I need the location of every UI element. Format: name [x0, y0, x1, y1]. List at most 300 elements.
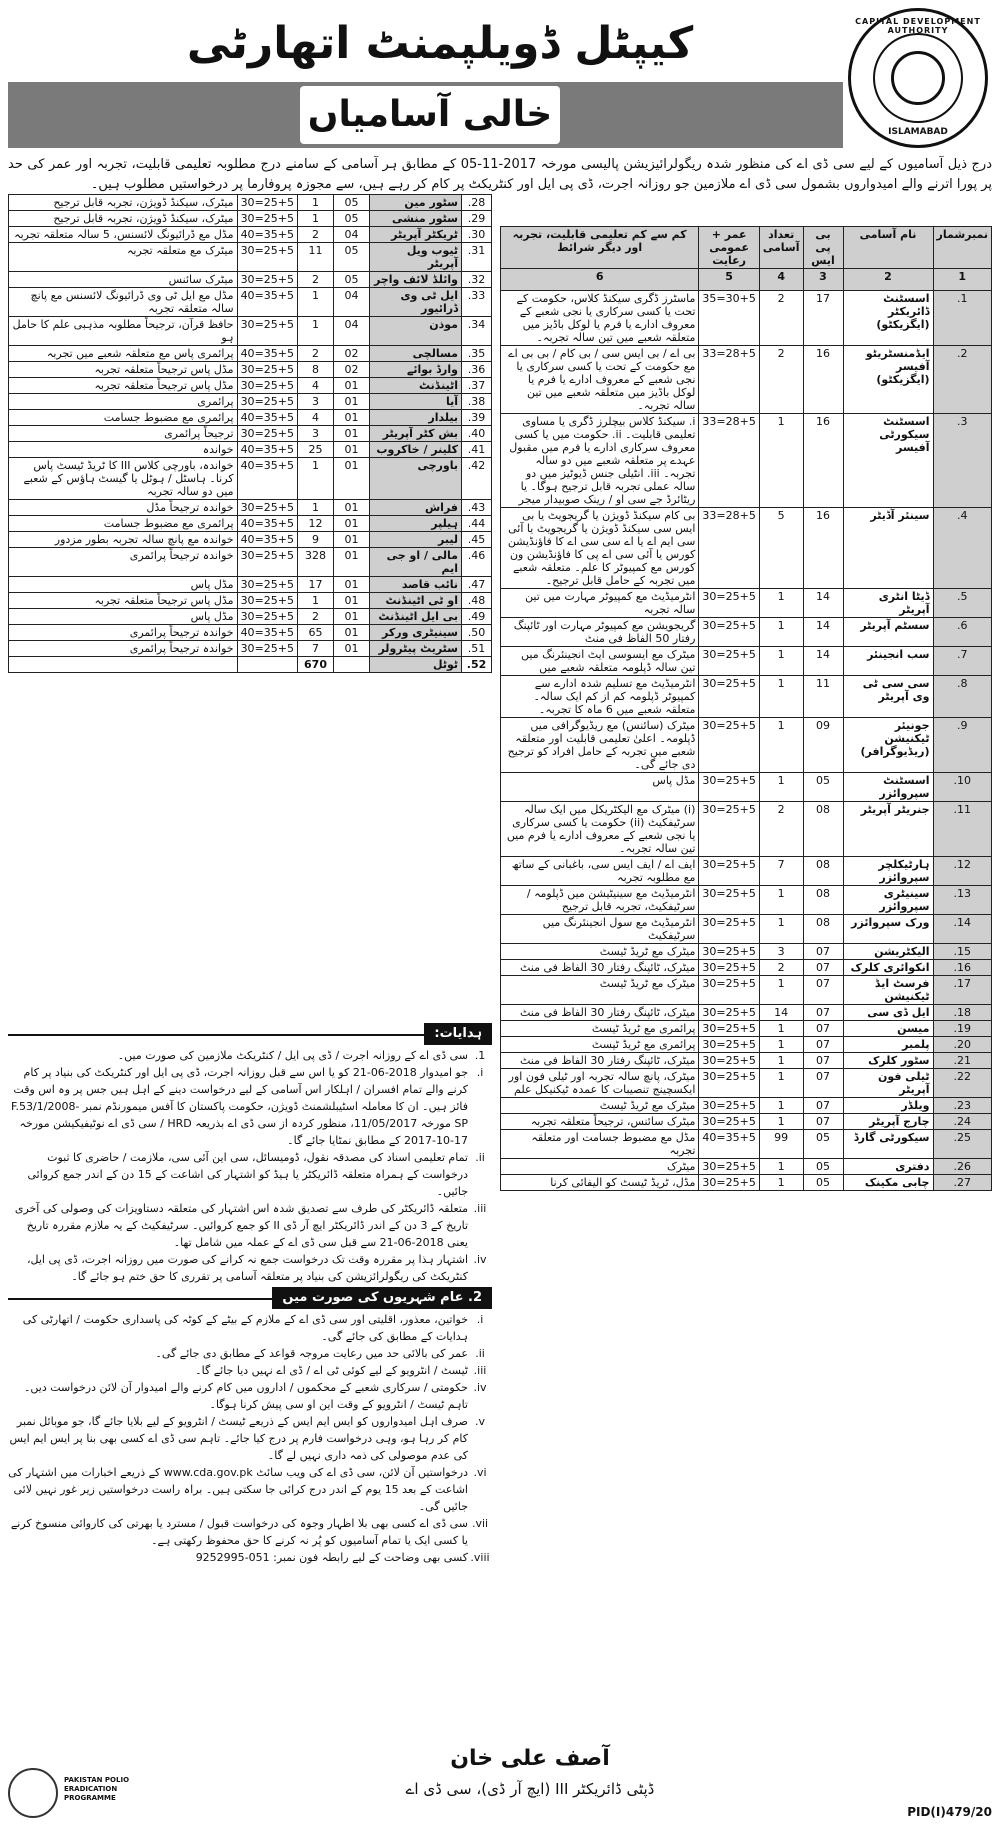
cell-qty: 14	[759, 1005, 803, 1021]
cell-qty: 2	[298, 272, 334, 288]
table-row	[501, 508, 992, 589]
cell-serial: 3.	[933, 414, 992, 508]
cell-serial: 19.	[933, 1021, 992, 1037]
cell-bps: 02	[334, 346, 370, 362]
cell-qualification: پرائمری مع ٹریڈ ٹیسٹ	[501, 1037, 699, 1053]
cell-qty: 1	[298, 288, 334, 317]
cell-age: 25+5=30	[699, 589, 759, 618]
table-row	[9, 442, 492, 458]
cell-bps: 05	[803, 1159, 843, 1175]
cell-bps: 14	[803, 589, 843, 618]
cell-age: 25+5=30	[699, 1159, 759, 1175]
cell-bps: 07	[803, 1114, 843, 1130]
header	[0, 0, 1000, 150]
cell-qualification: میٹرک مع ٹریڈ ٹیسٹ	[501, 944, 699, 960]
cell-qualification: میٹرک سائنس، ترجیحاً متعلقہ تجربہ	[501, 1114, 699, 1130]
table-row	[501, 1098, 992, 1114]
col-header-age: عمر + عمومی رعایت	[699, 227, 759, 269]
cell-post: فرسٹ ایڈ ٹیکنیشن	[843, 976, 933, 1005]
cell-qty: 2	[298, 227, 334, 243]
cell-bps: 04	[334, 317, 370, 346]
cell-qty: 1	[759, 1175, 803, 1191]
cell-serial: 50.	[462, 625, 492, 641]
cell-bps: 01	[334, 609, 370, 625]
cell-qty: 1	[759, 618, 803, 647]
cell-bps: 07	[803, 1005, 843, 1021]
section2-title: عام شہریوں کی صورت میں	[282, 1290, 464, 1305]
cell-qty: 1	[759, 886, 803, 915]
instruction-item	[8, 1064, 492, 1149]
cell-age: 25+5=30	[237, 577, 297, 593]
cell-serial: 28.	[462, 195, 492, 211]
cell-serial: 16.	[933, 960, 992, 976]
cell-age: 25+5=30	[237, 500, 297, 516]
item-text: سی ڈی اے کسی بھی بلا اظہار وجوہ کی درخواست قبول / مسترد یا بھرتی کی کاروائی منسوخ کرنے یا کسی ایک یا تمام آسامیوں کو پُر نہ کرنے کا حق محفوظ رکھتی ہے۔	[10, 1517, 468, 1547]
cell-post: ہارٹیکلچر سپروائزر	[843, 857, 933, 886]
cell-age: 35+5=40	[237, 410, 297, 426]
cell-qty: 5	[759, 508, 803, 589]
table-row	[9, 394, 492, 410]
cell-qty: 25	[298, 442, 334, 458]
cell-post: سٹریٹ پیٹرولر	[370, 641, 462, 657]
table-row	[9, 378, 492, 394]
cell-qty: 4	[298, 410, 334, 426]
cell-qty: 1	[759, 1069, 803, 1098]
cell-bps: 01	[334, 378, 370, 394]
cell-bps: 07	[803, 1053, 843, 1069]
cell-age: 25+5=30	[699, 1114, 759, 1130]
cell-age: 25+5=30	[699, 802, 759, 857]
instruction-item	[8, 1345, 492, 1362]
item-marker: 1.	[474, 1049, 486, 1062]
cell-age: 25+5=30	[699, 976, 759, 1005]
table-header-row	[501, 227, 992, 269]
item-text: متعلقہ ڈائریکٹر کی طرف سے تصدیق شدہ اس اشتہار کی متعلقہ دستاویزات کی وصولی کی آخری تاریخ کے 3 دن کے اندر ڈائریکٹر ایچ آر ڈی II کو جمع کروائیں۔ سرٹیفکیٹ کے یہ ملازم مقررہ تاریخ یعنی 2018-06-21 سے قبل سی ڈی اے کے عملہ میں شامل تھا۔	[14, 1202, 468, 1249]
col-number: 6	[501, 269, 699, 291]
cell-bps: 02	[334, 362, 370, 378]
cell-bps: 17	[803, 291, 843, 346]
cell-age: 35+5=40	[237, 516, 297, 532]
table-row	[501, 1114, 992, 1130]
table-row	[501, 773, 992, 802]
table-row	[501, 718, 992, 773]
total-row	[9, 657, 492, 673]
cell-qty: 328	[298, 548, 334, 577]
table-row	[9, 272, 492, 288]
table-row	[501, 1053, 992, 1069]
cell-bps: 01	[334, 410, 370, 426]
cell-serial: 52.	[462, 657, 492, 673]
cell-qty: 1	[759, 676, 803, 718]
table-row	[501, 976, 992, 1005]
cell-serial: 15.	[933, 944, 992, 960]
item-text: جو امیدوار 2018-06-21 کو یا اس سے قبل روزانہ اجرت، ڈی پی ایل اور کنٹریکٹ کی بنیاد پر کام کرنے والے تمام افسران / اہلکار اس آسامی کے لیے درخواست دینے کے اہل ہیں جس پر وہ اس وقت فائز ہیں۔ ان کا معاملہ اسٹیبلشمنٹ ڈویژن، حکومت پاکستان کا آفس میمورنڈم نمبر F.53/1/2008-SP مورخہ 11/05/2017، منظور کردہ از سی ڈی اے بذریعہ HRD / سی ڈی اے نوٹیفیکیشن مورخہ 17-10-2017 کے مطابق نمٹایا جائے گا۔	[10, 1066, 468, 1147]
cell-serial: 21.	[933, 1053, 992, 1069]
pid-number: PID(I)479/20	[907, 1805, 992, 1819]
cell-qualification: میٹرک مع ٹریڈ ٹیسٹ	[501, 1098, 699, 1114]
cell-qualification: مڈل پاس ترجیحاً متعلقہ تجربہ	[9, 362, 238, 378]
cell-qualification: مڈل مع مضبوط جسامت اور متعلقہ تجربہ	[501, 1130, 699, 1159]
cell-serial: 36.	[462, 362, 492, 378]
cell-age: 35+5=40	[699, 1130, 759, 1159]
instructions-heading	[8, 1023, 492, 1045]
table-row	[9, 532, 492, 548]
cell-qualification: بی اے / بی ایس سی / بی کام / بی بی اے مع حکومت کے تحت یا کسی سرکاری یا نجی شعبے کے معروف ادارے یا فرم یا لوکل باڈیز میں متعلقہ شعبے میں تین سالہ تجربہ۔	[501, 346, 699, 414]
cell-post: سینیٹری ورکر	[370, 625, 462, 641]
cell-age: 25+5=30	[237, 243, 297, 272]
cell-post: سینیٹری سپروائزر	[843, 886, 933, 915]
table-row	[501, 589, 992, 618]
cell-serial: 1.	[933, 291, 992, 346]
cell-qualification: مڈل پاس ترجیحاً متعلقہ تجربہ	[9, 593, 238, 609]
cell-bps: 01	[334, 500, 370, 516]
table-row	[501, 1175, 992, 1191]
table-row	[501, 802, 992, 857]
cell-bps: 05	[334, 272, 370, 288]
cell-bps: 05	[334, 195, 370, 211]
polio-foot-icon	[8, 1768, 58, 1818]
cell-qualification: پرائمری	[9, 394, 238, 410]
cell-age: 25+5=30	[237, 378, 297, 394]
cell-age: 25+5=30	[237, 641, 297, 657]
cell-qty: 2	[298, 609, 334, 625]
cell-post: ایل ڈی سی	[843, 1005, 933, 1021]
cell-qty: 1	[298, 500, 334, 516]
cell-serial: 17.	[933, 976, 992, 1005]
cell-qty: 1	[298, 195, 334, 211]
cell-serial: 43.	[462, 500, 492, 516]
cell-bps: 05	[803, 1130, 843, 1159]
cell-bps: 16	[803, 508, 843, 589]
cell-bps: 07	[803, 944, 843, 960]
intro-paragraph: درج ذیل آسامیوں کے لیے سی ڈی اے کی منظور شدہ ریگولرائیزیشن پالیسی مورخہ 2017-11-05 کے مطابق ہر آسامی کے سامنے درج مطلوبہ تعلیمی قابلیت، تجربہ اور عمر کی حد پر پورا اترنے والے امیدواروں بشمول سی ڈی اے ملازمین جو روزانہ اجرت، ڈی پی ایل اور کنٹریکٹ پر کام کر رہے ہیں، سے مجوزہ پروفارما پر درخواستیں مطلوب ہیں۔	[8, 157, 992, 192]
cell-qty: 3	[298, 394, 334, 410]
cell-qty: 1	[759, 1114, 803, 1130]
cell-qualification: انٹرمیڈیٹ مع سول انجینئرنگ میں سرٹیفکیٹ	[501, 915, 699, 944]
item-marker: iv.	[473, 1253, 487, 1266]
cell-bps: 08	[803, 802, 843, 857]
cell-post: کلینر / خاکروب	[370, 442, 462, 458]
cell-qualification: میٹرک مع متعلقہ تجربہ	[9, 243, 238, 272]
item-marker: iii.	[473, 1202, 487, 1215]
cell-qualification: ایف اے / ایف ایس سی، باغبانی کے ساتھ مع مطلوبہ تجربہ	[501, 857, 699, 886]
cell-bps: 04	[334, 288, 370, 317]
cell-bps: 16	[803, 346, 843, 414]
cell-qty: 3	[759, 944, 803, 960]
cell-age: 35+5=40	[237, 532, 297, 548]
cell-post: میسن	[843, 1021, 933, 1037]
cell-age: 28+5=33	[699, 508, 759, 589]
cell-post: ڈیٹا انٹری آپریٹر	[843, 589, 933, 618]
cell-bps: 09	[803, 718, 843, 773]
cell-qualification: میٹرک سائنس	[9, 272, 238, 288]
cell-qualification: میٹرک	[501, 1159, 699, 1175]
table-row	[9, 641, 492, 657]
item-text: کسی بھی وضاحت کے لیے رابطہ فون نمبر: 051-9252995	[195, 1551, 468, 1564]
cell-age: 35+5=40	[237, 458, 297, 500]
cell-serial: 32.	[462, 272, 492, 288]
cell-post: ایڈمنسٹریٹو آفیسر (ایگزیکٹو)	[843, 346, 933, 414]
cell-serial: 5.	[933, 589, 992, 618]
instruction-item	[8, 1200, 492, 1251]
table-row	[501, 857, 992, 886]
table-row	[9, 609, 492, 625]
table-row	[9, 211, 492, 227]
table-row	[501, 291, 992, 346]
instruction-item	[8, 1379, 492, 1413]
cell-bps: 05	[334, 243, 370, 272]
cell-qty: 9	[298, 532, 334, 548]
table-row	[9, 227, 492, 243]
cell-age: 25+5=30	[699, 1069, 759, 1098]
item-marker: iii.	[473, 1364, 487, 1377]
item-text: تمام تعلیمی اسناد کی مصدقہ نقول، ڈومیسائل، سی این آئی سی، ملازمت / حاضری کا ثبوت درخواست کے ہمراہ متعلقہ ڈائریکٹر یا ہیڈ کو اشتہار کی اشاعت کے 15 دن کے اندر جمع کروائی جائیں۔	[27, 1151, 468, 1198]
cell-qualification: مڈل، ٹریڈ ٹیسٹ کو الیفائی کرنا	[501, 1175, 699, 1191]
cell-post: وارڈ بوائے	[370, 362, 462, 378]
table-row	[501, 1130, 992, 1159]
table-row	[9, 500, 492, 516]
cell-bps: 01	[334, 532, 370, 548]
cell-serial: 44.	[462, 516, 492, 532]
instructions-title: ہدایات:	[424, 1023, 492, 1045]
cell-qty: 2	[298, 346, 334, 362]
cell-qualification: مڈل مع ڈرائیونگ لائسنس، 5 سالہ متعلقہ تجربہ	[9, 227, 238, 243]
cell-serial: 18.	[933, 1005, 992, 1021]
cell-age: 25+5=30	[699, 857, 759, 886]
col-header-qualification: کم سے کم تعلیمی قابلیت، تجربہ اور دیگر شرائط	[501, 227, 699, 269]
cell-age: 25+5=30	[237, 211, 297, 227]
page-subtitle: خالی آسامیاں	[300, 86, 560, 144]
cell-serial: 37.	[462, 378, 492, 394]
signatory-designation: ڈپٹی ڈائریکٹر III (ایچ آر ڈی)، سی ڈی اے	[405, 1780, 655, 1798]
cell-bps: 07	[803, 976, 843, 1005]
cell-post: موذن	[370, 317, 462, 346]
cell-post: اسسٹنٹ ڈائریکٹر (ایگزیکٹو)	[843, 291, 933, 346]
cell-post: سینئر آڈیٹر	[843, 508, 933, 589]
instruction-item	[8, 1413, 492, 1464]
cell-post: الیکٹریشن	[843, 944, 933, 960]
cell-age: 25+5=30	[237, 426, 297, 442]
cell-qualification: خواندہ، باورچی کلاس III کا ٹریڈ ٹیسٹ پاس کرنا۔ ہاسٹل / ہوٹل یا گیسٹ ہاؤس کے شعبے میں دو سالہ تجربہ	[9, 458, 238, 500]
cell-qty: 1	[759, 589, 803, 618]
section2-number: 2.	[468, 1290, 482, 1305]
cell-age: 25+5=30	[237, 548, 297, 577]
instruction-item	[8, 1149, 492, 1200]
cell-age: 25+5=30	[699, 1037, 759, 1053]
cell-qualification: میٹرک، سیکنڈ ڈویژن، تجربہ قابل ترجیح	[9, 211, 238, 227]
cell-qualification: مڈل پاس ترجیحاً متعلقہ تجربہ	[9, 378, 238, 394]
cell-age: 25+5=30	[699, 1175, 759, 1191]
cell-serial: 8.	[933, 676, 992, 718]
cell-post: نائب قاصد	[370, 577, 462, 593]
table-row	[9, 243, 492, 272]
table-row	[9, 625, 492, 641]
cell-serial: 7.	[933, 647, 992, 676]
cell-bps: 07	[803, 1021, 843, 1037]
cell-qualification: میٹرک، ٹائپنگ رفتار 30 الفاظ فی منٹ	[501, 1005, 699, 1021]
cell-qualification: خواندہ مع پانچ سالہ تجربہ بطور مزدور	[9, 532, 238, 548]
cell-bps: 05	[803, 773, 843, 802]
cell-qty: 7	[298, 641, 334, 657]
item-marker: viii.	[470, 1551, 490, 1564]
cell-qualification: میٹرک، سیکنڈ ڈویژن، تجربہ قابل ترجیح	[9, 195, 238, 211]
table-row	[501, 1069, 992, 1098]
cell-post: ٹریکٹر آپریٹر	[370, 227, 462, 243]
cell-qualification: ترجیحاً پرائمری	[9, 426, 238, 442]
item-marker: vi.	[473, 1466, 487, 1479]
cell-serial: 41.	[462, 442, 492, 458]
item-text: حکومتی / سرکاری شعبے کے محکموں / اداروں میں کام کرنے والے امیدوار آن لائن درخواست دیں۔ تاہم ٹیسٹ / انٹرویو کے وقت این او سی پیش کرنا ہوگا۔	[23, 1381, 468, 1411]
col-number: 1	[933, 269, 992, 291]
cell-serial: 22.	[933, 1069, 992, 1098]
cell-serial: 33.	[462, 288, 492, 317]
cell-qty: 12	[298, 516, 334, 532]
cell-post: سب انجینئر	[843, 647, 933, 676]
cell-qualification: انٹرمیڈیٹ مع کمپیوٹر مہارت میں تین سالہ تجربہ	[501, 589, 699, 618]
cell-serial: 31.	[462, 243, 492, 272]
col-number: 4	[759, 269, 803, 291]
cell-qualification: مڈل پاس	[9, 609, 238, 625]
instruction-item	[8, 1047, 492, 1064]
cell-bps: 08	[803, 886, 843, 915]
cell-qualification: میٹرک، ٹائپنگ رفتار 30 الفاظ فی منٹ	[501, 960, 699, 976]
cell-age: 25+5=30	[699, 647, 759, 676]
cell-qty: 17	[298, 577, 334, 593]
cell-serial: 26.	[933, 1159, 992, 1175]
cell-age: 25+5=30	[237, 362, 297, 378]
signatory-name: آصف علی خان	[450, 1746, 610, 1771]
cell-bps: 01	[334, 577, 370, 593]
cell-qualification: میٹرک، پانچ سالہ تجربہ اور ٹیلی فون اور ایکسچینج تنصیبات کا عمدہ ٹیکنیکل علم	[501, 1069, 699, 1098]
cell-qualification: خواندہ ترجیحاً پرائمری	[9, 548, 238, 577]
cell-age: 25+5=30	[699, 1021, 759, 1037]
cell-qualification: خواندہ ترجیحاً پرائمری	[9, 625, 238, 641]
cell-age: 28+5=33	[699, 414, 759, 508]
cell-bps: 08	[803, 857, 843, 886]
cell-post: مسالچی	[370, 346, 462, 362]
table-row	[501, 915, 992, 944]
cell-age: 25+5=30	[237, 593, 297, 609]
cell-age: 25+5=30	[237, 272, 297, 288]
cell-serial: 12.	[933, 857, 992, 886]
cell-age: 35+5=40	[237, 346, 297, 362]
instruction-item	[8, 1515, 492, 1549]
cell-age: 25+5=30	[699, 676, 759, 718]
cell-bps: 01	[334, 548, 370, 577]
cell-qty: 1	[298, 317, 334, 346]
cell-age: 25+5=30	[699, 944, 759, 960]
cell-qualification: انٹرمیڈیٹ مع سینیٹیشن میں ڈپلومہ / سرٹیفکیٹ، تجربہ قابل ترجیح	[501, 886, 699, 915]
cell-serial: 6.	[933, 618, 992, 647]
cell-post: سٹور کلرک	[843, 1053, 933, 1069]
cell-qty: 2	[759, 346, 803, 414]
cell-serial: 35.	[462, 346, 492, 362]
cell-qty: 2	[759, 960, 803, 976]
cell-age: 25+5=30	[699, 1053, 759, 1069]
cell-post: انکوائری کلرک	[843, 960, 933, 976]
cell-post: باورچی	[370, 458, 462, 500]
table-row	[501, 1021, 992, 1037]
cell-bps: 01	[334, 394, 370, 410]
item-marker: i.	[476, 1313, 484, 1326]
page-title: کیپٹل ڈویلپمنٹ اتھارٹی	[90, 8, 790, 80]
cell-bps: 01	[334, 516, 370, 532]
cell-post: ویلڈر	[843, 1098, 933, 1114]
cell-post: بش کٹر آپریٹر	[370, 426, 462, 442]
cell-serial: 38.	[462, 394, 492, 410]
cell-bps: 08	[803, 915, 843, 944]
logo-top-text: CAPITAL DEVELOPMENT AUTHORITY	[855, 17, 981, 35]
cell-serial: 4.	[933, 508, 992, 589]
table-row	[9, 410, 492, 426]
cell-bps: 07	[803, 1069, 843, 1098]
col-number: 2	[843, 269, 933, 291]
cell-qualification: خواندہ ترجیحاً پرائمری	[9, 641, 238, 657]
left-table-body	[9, 195, 492, 673]
cell-qualification: میٹرک، ٹائپنگ رفتار 30 الفاظ فی منٹ	[501, 1053, 699, 1069]
cell-qualification: مڈل مع ایل ٹی وی ڈرائیونگ لائسنس مع پانچ سالہ متعلقہ تجربہ	[9, 288, 238, 317]
cell-qty: 99	[759, 1130, 803, 1159]
item-text: خواتین، معذور، اقلیتی اور سی ڈی اے کے ملازم کے بیٹے کے کوٹہ کی پاسداری حکومت / اتھارٹی کی ہدایات کے مطابق کی جائے گی۔	[22, 1313, 468, 1343]
table-row	[9, 195, 492, 211]
cell-serial: 47.	[462, 577, 492, 593]
cell-post: آیا	[370, 394, 462, 410]
cell-post: دفتری	[843, 1159, 933, 1175]
cell-bps: 01	[334, 625, 370, 641]
cell-age: 25+5=30	[699, 1098, 759, 1114]
cell-qty: 1	[759, 1037, 803, 1053]
cell-post: سسٹم آپریٹر	[843, 618, 933, 647]
cell-qty: 1	[759, 976, 803, 1005]
table-row	[501, 886, 992, 915]
cell-qualification: i. سیکنڈ کلاس بیچلرز ڈگری یا مساوی تعلیمی قابلیت۔ ii. حکومت میں یا کسی معروف سرکاری ادارے یا فرم میں مقبول عہدے پر متعلقہ شعبے میں دو سالہ تجربہ۔ iii. انٹیلی جنس ڈیوٹیز میں دو سالہ عملی تجربہ قابل ترجیح ہوگا۔ یا ریٹائرڈ جے سی او / رینک صوبیدار میجر	[501, 414, 699, 508]
cell-bps: 05	[334, 211, 370, 227]
cell-serial: 51.	[462, 641, 492, 657]
table-row	[501, 647, 992, 676]
cell-post: سٹور منشی	[370, 211, 462, 227]
cell-qty: 4	[298, 378, 334, 394]
col-header-serial: نمبرشمار	[933, 227, 992, 269]
table-row	[9, 426, 492, 442]
item-marker: vii.	[471, 1517, 489, 1530]
cell-qualification: بی کام سیکنڈ ڈویژن یا گریجویٹ یا بی ایس سی سیکنڈ ڈویژن یا گریجویٹ یا آئی سی ایم اے یا اے سی سی اے کا فاؤنڈیشن کورس یا آئی سی اے پی کا فاؤنڈیشن ون کورس مع کمپیوٹر کا علم۔ متعلقہ شعبے میں تجربہ کے حامل قابل ترجیح۔	[501, 508, 699, 589]
item-text: ٹیسٹ / انٹرویو کے لیے کوئی ٹی اے / ڈی اے نہیں دیا جائے گا۔	[195, 1364, 468, 1377]
cell-post: بیلدار	[370, 410, 462, 426]
table-row	[9, 362, 492, 378]
cell-age: 30+5=35	[699, 291, 759, 346]
cell-post: او ٹی اٹینڈنٹ	[370, 593, 462, 609]
cell-post: سی سی ٹی وی آپریٹر	[843, 676, 933, 718]
instruction-item	[8, 1362, 492, 1379]
cell-qty: 1	[759, 773, 803, 802]
cell-post: ورک سپروائزر	[843, 915, 933, 944]
col-number: 3	[803, 269, 843, 291]
table-row	[9, 593, 492, 609]
item-text: سی ڈی اے کے روزانہ اجرت / ڈی پی ایل / کنٹریکٹ ملازمین کی صورت میں۔	[117, 1049, 468, 1062]
cell-qualification: حافظ قرآن، ترجیحاً مطلوبہ مذہبی علم کا حامل ہو	[9, 317, 238, 346]
cell-serial: 11.	[933, 802, 992, 857]
cell-bps: 14	[803, 647, 843, 676]
cell-serial: 34.	[462, 317, 492, 346]
item-marker: ii.	[475, 1347, 485, 1360]
cell-age: 28+5=33	[699, 346, 759, 414]
cell-bps: 04	[334, 227, 370, 243]
cell-serial: 40.	[462, 426, 492, 442]
table-row	[501, 676, 992, 718]
table-row	[501, 944, 992, 960]
cell-qty: 1	[759, 1021, 803, 1037]
cell-serial: 24.	[933, 1114, 992, 1130]
